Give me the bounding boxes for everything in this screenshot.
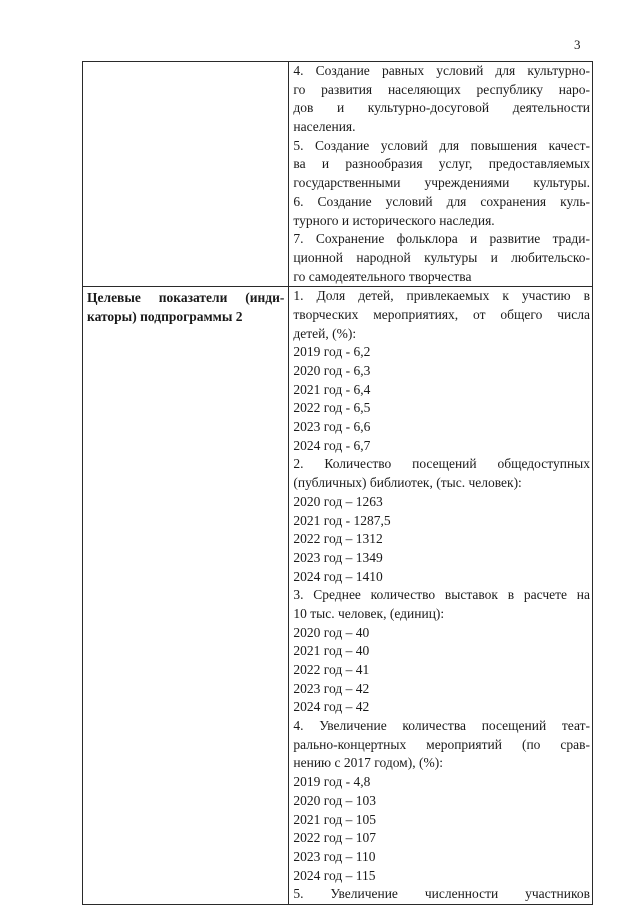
content-line: ва и разнообразия услуг, предоставляемых <box>293 156 590 172</box>
row-label-cell <box>83 62 289 287</box>
content-line: творческих мероприятиях, от общего числа <box>293 306 590 322</box>
content-line: государственными учреждениями культуры. <box>293 175 590 191</box>
row-label-cell <box>83 287 289 905</box>
content-line: 2024 год – 1410 <box>293 568 383 584</box>
page-number: 3 <box>574 37 581 52</box>
table-row <box>83 62 593 287</box>
content-line: 2022 год – 1312 <box>293 531 383 547</box>
content-line: 5. Увеличение численности участников <box>293 886 590 902</box>
content-line: 2023 год – 110 <box>293 848 376 864</box>
content-line: 2021 год - 6,4 <box>293 381 371 397</box>
content-line: 2021 год – 40 <box>293 643 370 659</box>
content-line: 2020 год - 6,3 <box>293 363 371 378</box>
content-line: (публичных) библиотек, (тыс. человек): <box>293 475 522 491</box>
content-line: 3. Среднее количество выставок в расчете на <box>293 587 590 603</box>
content-line: детей, (%): <box>293 325 357 341</box>
content-line: 4. Увеличение количества посещений теат- <box>293 718 590 734</box>
content-line: 2023 год – 42 <box>293 680 370 696</box>
content-line: 7. Сохранение фольклора и развитие тради- <box>293 231 590 247</box>
content-line: 2021 год - 1287,5 <box>293 512 391 528</box>
content-line: 2024 год - 6,7 <box>293 437 371 453</box>
content-line: 2023 год – 1349 <box>293 549 383 565</box>
content-line: 2019 год - 6,2 <box>293 344 371 360</box>
content-line: 2024 год – 42 <box>293 699 370 715</box>
content-line: 4. Создание равных условий для культурно- <box>293 63 590 78</box>
content-line: го развития населяющих республику наро- <box>293 81 590 97</box>
content-line: 2022 год - 6,5 <box>293 400 371 416</box>
content-line: 2020 год – 1263 <box>293 493 383 509</box>
content-line: турного и исторического наследия. <box>293 212 495 228</box>
content-line: 2021 год – 105 <box>293 811 376 827</box>
content-line: 10 тыс. человек, (единиц): <box>293 605 445 621</box>
content-line: 2020 год – 103 <box>293 792 376 808</box>
content-line: 1. Доля детей, привлекаемых к участию в <box>293 288 590 304</box>
content-line: нению с 2017 годом), (%): <box>293 755 443 771</box>
content-line: го самодеятельного творчества <box>293 268 472 284</box>
content-line: 2. Количество посещений общедоступных <box>293 456 590 472</box>
label-line: каторы) подпрограммы 2 <box>87 308 243 324</box>
label-line: Целевые показатели (инди- <box>87 290 285 306</box>
content-line: 2022 год – 107 <box>293 830 376 846</box>
content-line: 2020 год – 40 <box>293 624 370 640</box>
content-line: 2023 год - 6,6 <box>293 419 371 435</box>
content-line: дов и культурно-досуговой деятельности <box>293 100 590 116</box>
passport-table <box>82 61 593 905</box>
content-line: 2024 год – 115 <box>293 867 376 883</box>
row-content-cell <box>289 287 593 905</box>
content-line: 2022 год – 41 <box>293 662 370 677</box>
table-row <box>83 287 593 905</box>
content-line: 6. Создание условий для сохранения куль- <box>293 193 590 209</box>
content-line: ционной народной культуры и любительско- <box>293 249 590 265</box>
content-line: населения. <box>293 119 356 135</box>
content-line: 2019 год - 4,8 <box>293 774 371 790</box>
content-line: 5. Создание условий для повышения качест- <box>293 137 590 153</box>
row-content-cell <box>289 62 593 287</box>
content-line: рально-концертных мероприятий (по срав- <box>293 736 590 752</box>
